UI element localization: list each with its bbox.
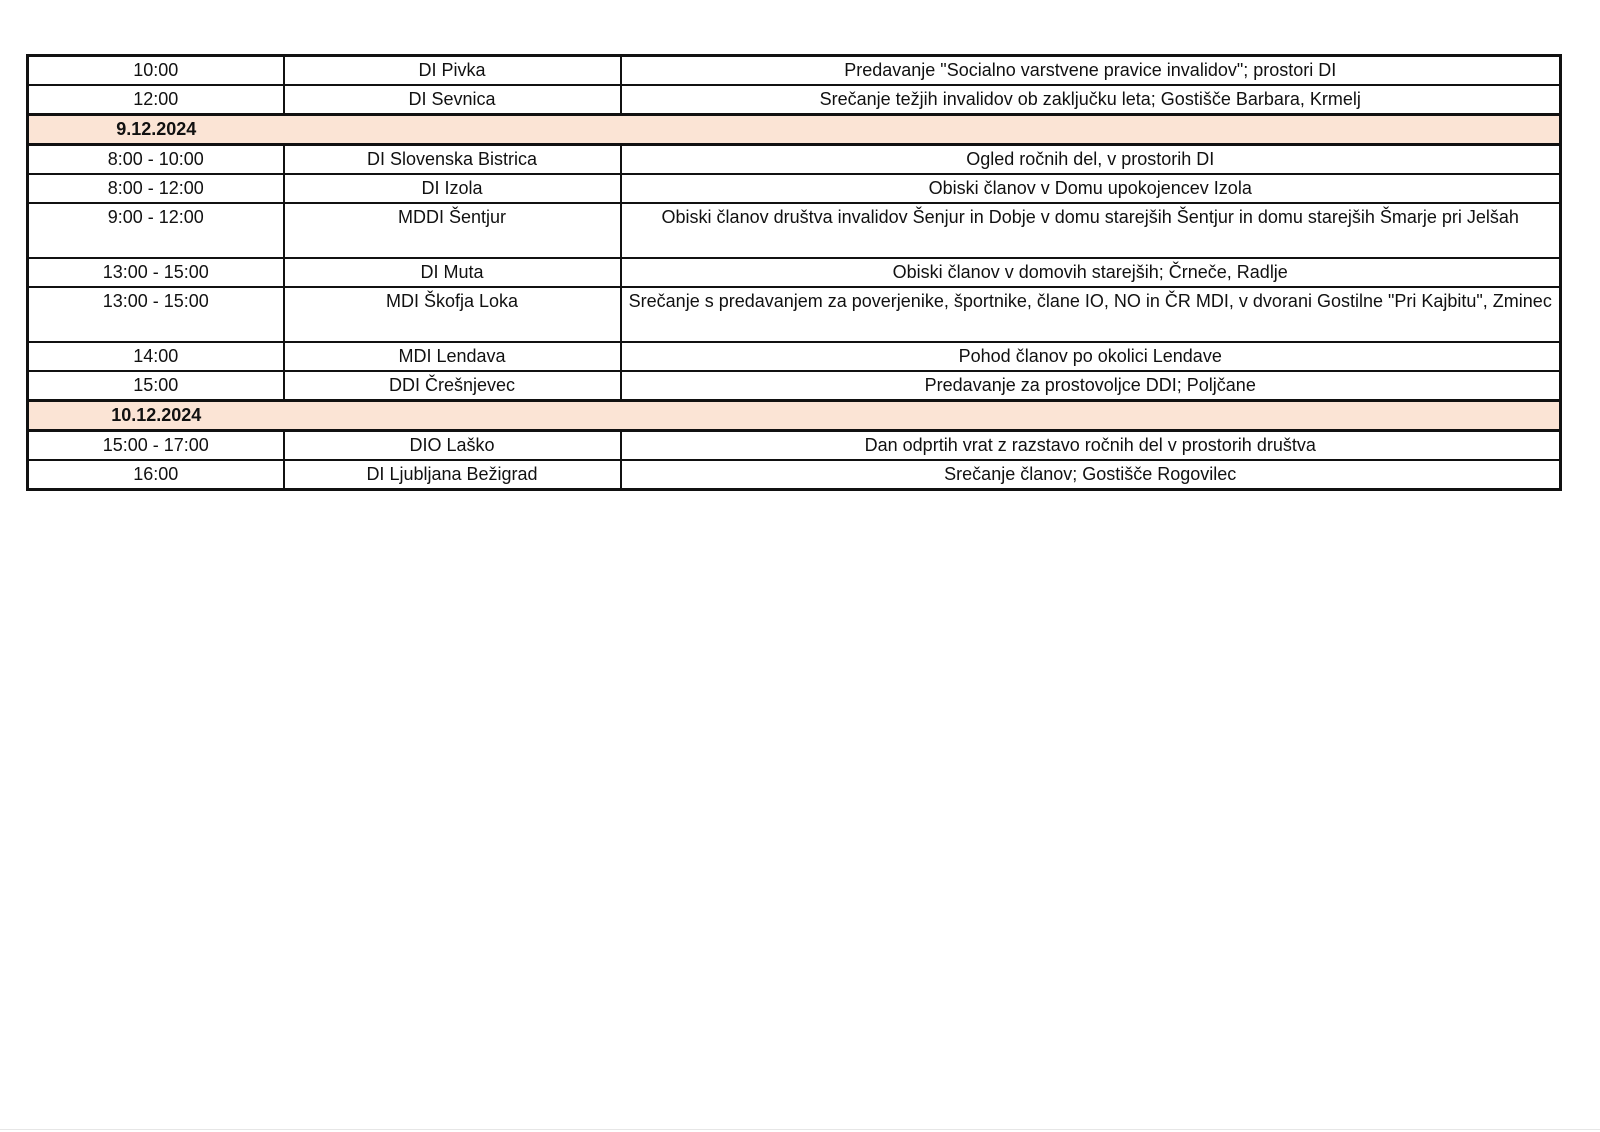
table-row xyxy=(28,85,1561,115)
time-cell: 9:00 - 12:00 xyxy=(28,203,284,258)
table-row xyxy=(28,258,1561,287)
time-cell: 13:00 - 15:00 xyxy=(28,287,284,342)
description-cell: Srečanje s predavanjem za poverjenike, športnike, člane IO, NO in ČR MDI, v dvorani Gostilne "Pri Kajbitu", Zminec xyxy=(621,287,1561,342)
organization-cell: DI Ljubljana Bežigrad xyxy=(284,460,621,490)
organization-cell: DIO Laško xyxy=(284,431,621,461)
time-cell: 16:00 xyxy=(28,460,284,490)
date-heading: 9.12.2024 xyxy=(28,115,284,145)
table-row xyxy=(28,174,1561,203)
description-cell: Obiski članov v Domu upokojencev Izola xyxy=(621,174,1561,203)
date-header-row xyxy=(28,401,1561,431)
date-heading: 10.12.2024 xyxy=(28,401,284,431)
table-row xyxy=(28,145,1561,175)
description-cell: Srečanje težjih invalidov ob zaključku leta; Gostišče Barbara, Krmelj xyxy=(621,85,1561,115)
organization-cell: DI Pivka xyxy=(284,56,621,86)
time-cell: 15:00 xyxy=(28,371,284,401)
time-cell: 10:00 xyxy=(28,56,284,86)
schedule-table xyxy=(26,54,1562,491)
table-row xyxy=(28,431,1561,461)
description-cell: Ogled ročnih del, v prostorih DI xyxy=(621,145,1561,175)
time-cell: 12:00 xyxy=(28,85,284,115)
organization-cell: DI Izola xyxy=(284,174,621,203)
time-cell: 14:00 xyxy=(28,342,284,371)
description-cell: Srečanje članov; Gostišče Rogovilec xyxy=(621,460,1561,490)
table-row xyxy=(28,203,1561,258)
table-row xyxy=(28,56,1561,86)
table-row xyxy=(28,287,1561,342)
description-cell: Predavanje za prostovoljce DDI; Poljčane xyxy=(621,371,1561,401)
description-cell: Predavanje "Socialno varstvene pravice invalidov"; prostori DI xyxy=(621,56,1561,86)
description-cell: Pohod članov po okolici Lendave xyxy=(621,342,1561,371)
organization-cell: DDI Črešnjevec xyxy=(284,371,621,401)
organization-cell: DI Slovenska Bistrica xyxy=(284,145,621,175)
table-row xyxy=(28,460,1561,490)
time-cell: 13:00 - 15:00 xyxy=(28,258,284,287)
organization-cell: MDDI Šentjur xyxy=(284,203,621,258)
time-cell: 8:00 - 12:00 xyxy=(28,174,284,203)
table-row xyxy=(28,371,1561,401)
organization-cell: DI Muta xyxy=(284,258,621,287)
date-row-fill xyxy=(284,401,1561,431)
description-cell: Obiski članov društva invalidov Šenjur in Dobje v domu starejših Šentjur in domu starejših Šmarje pri Jelšah xyxy=(621,203,1561,258)
organization-cell: DI Sevnica xyxy=(284,85,621,115)
organization-cell: MDI Škofja Loka xyxy=(284,287,621,342)
description-cell: Obiski članov v domovih starejših; Črneče, Radlje xyxy=(621,258,1561,287)
date-header-row xyxy=(28,115,1561,145)
description-cell: Dan odprtih vrat z razstavo ročnih del v prostorih društva xyxy=(621,431,1561,461)
organization-cell: MDI Lendava xyxy=(284,342,621,371)
time-cell: 15:00 - 17:00 xyxy=(28,431,284,461)
table-row xyxy=(28,342,1561,371)
time-cell: 8:00 - 10:00 xyxy=(28,145,284,175)
page-bottom-divider xyxy=(0,1129,1600,1130)
date-row-fill xyxy=(284,115,1561,145)
